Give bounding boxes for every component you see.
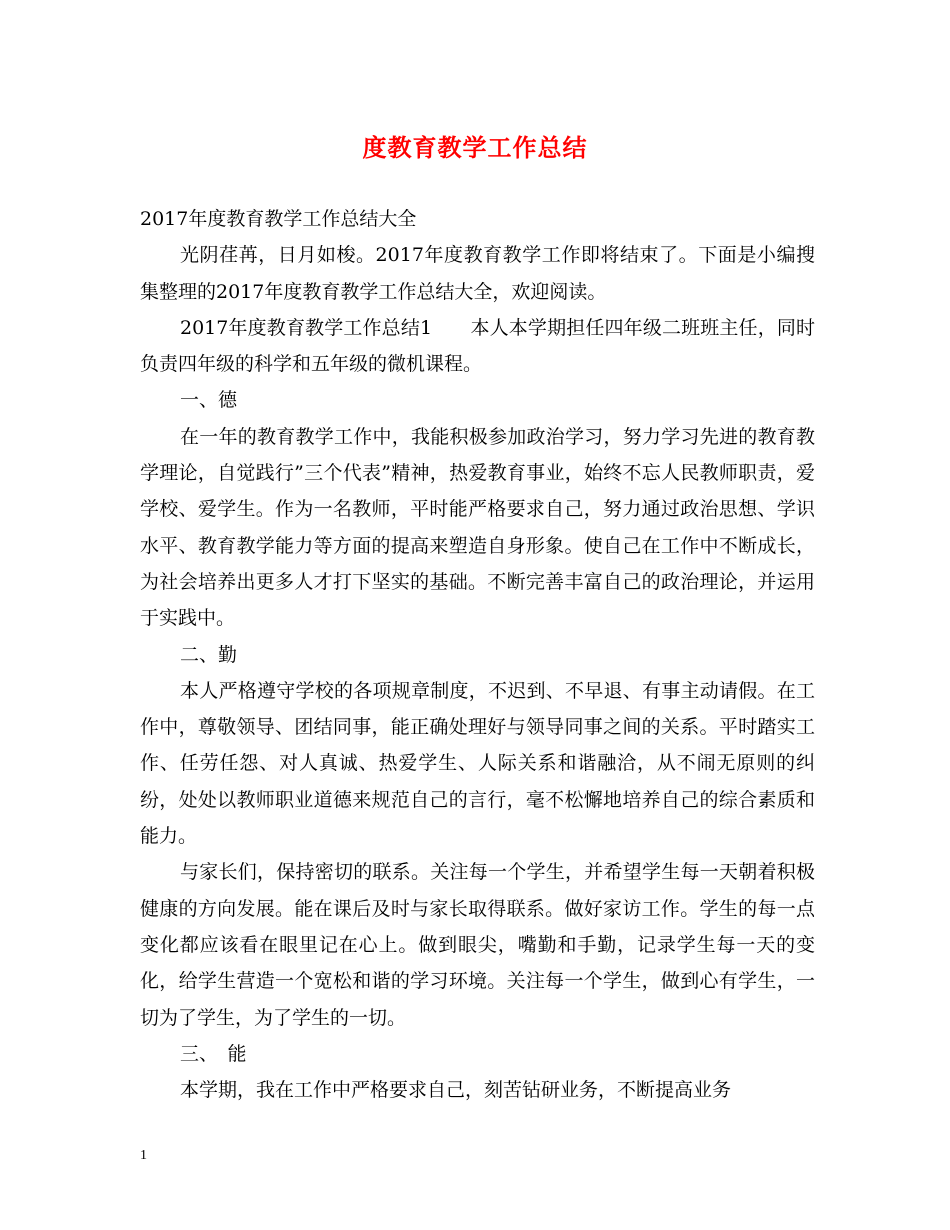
document-body [140, 201, 815, 1108]
section-neng-paragraph: 本学期，我在工作中严格要求自己，刻苦钻研业务，不断提高业务 [180, 1079, 732, 1102]
section-heading-qin: 二、勤 [180, 643, 238, 666]
section-heading-neng: 三、 能 [180, 1042, 247, 1065]
subtitle-paragraph: 2017年度教育教学工作总结大全 [140, 208, 417, 230]
parents-paragraph: 与家长们，保持密切的联系。关注每一个学生，并希望学生每一天朝着积极健康的方向发展。能在课后及时与家长取得联系。做好家访工作。学生的每一点变化都应该看在眼里记在心上。做到眼尖，嘴勤和手勤，记录学生每一天的变化，给学生营造一个宽松和谐的学习环境。关注每一个学生，做到心有学生，一切为了学生，为了学生的一切。 [140, 861, 815, 1029]
section-de-paragraph: 在一年的教育教学工作中，我能积极参加政治学习，努力学习先进的教育教学理论，自觉践行”三个代表”精神，热爱教育事业，始终不忘人民教师职责，爱学校、爱学生。作为一名教师，平时能严格要求自己，努力通过政治思想、学识水平、教育教学能力等方面的提高来塑造自身形象。使自己在工作中不断成长，为社会培养出更多人才打下坚实的基础。不断完善丰富自己的政治理论，并运用于实践中。 [140, 425, 815, 630]
document-title: 度教育教学工作总结 [362, 133, 588, 162]
summary-one-paragraph: 2017年度教育教学工作总结1 本人本学期担任四年级二班班主任，同时负责四年级的科学和五年级的微机课程。 [140, 316, 815, 376]
section-heading-de: 一、德 [180, 389, 238, 412]
section-qin-paragraph: 本人严格遵守学校的各项规章制度，不迟到、不早退、有事主动请假。在工作中，尊敬领导、团结同事，能正确处理好与领导同事之间的关系。平时踏实工作、任劳任怨、对人真诚、热爱学生、人际关系和谐融洽，从不闹无原则的纠纷，处处以教师职业道德来规范自己的言行，毫不松懈地培养自己的综合素质和能力。 [140, 679, 815, 848]
page-number: 1 [140, 1148, 147, 1163]
intro-paragraph: 光阴荏苒，日月如梭。2017年度教育教学工作即将结束了。下面是小编搜集整理的2017年度教育教学工作总结大全，欢迎阅读。 [140, 244, 815, 303]
